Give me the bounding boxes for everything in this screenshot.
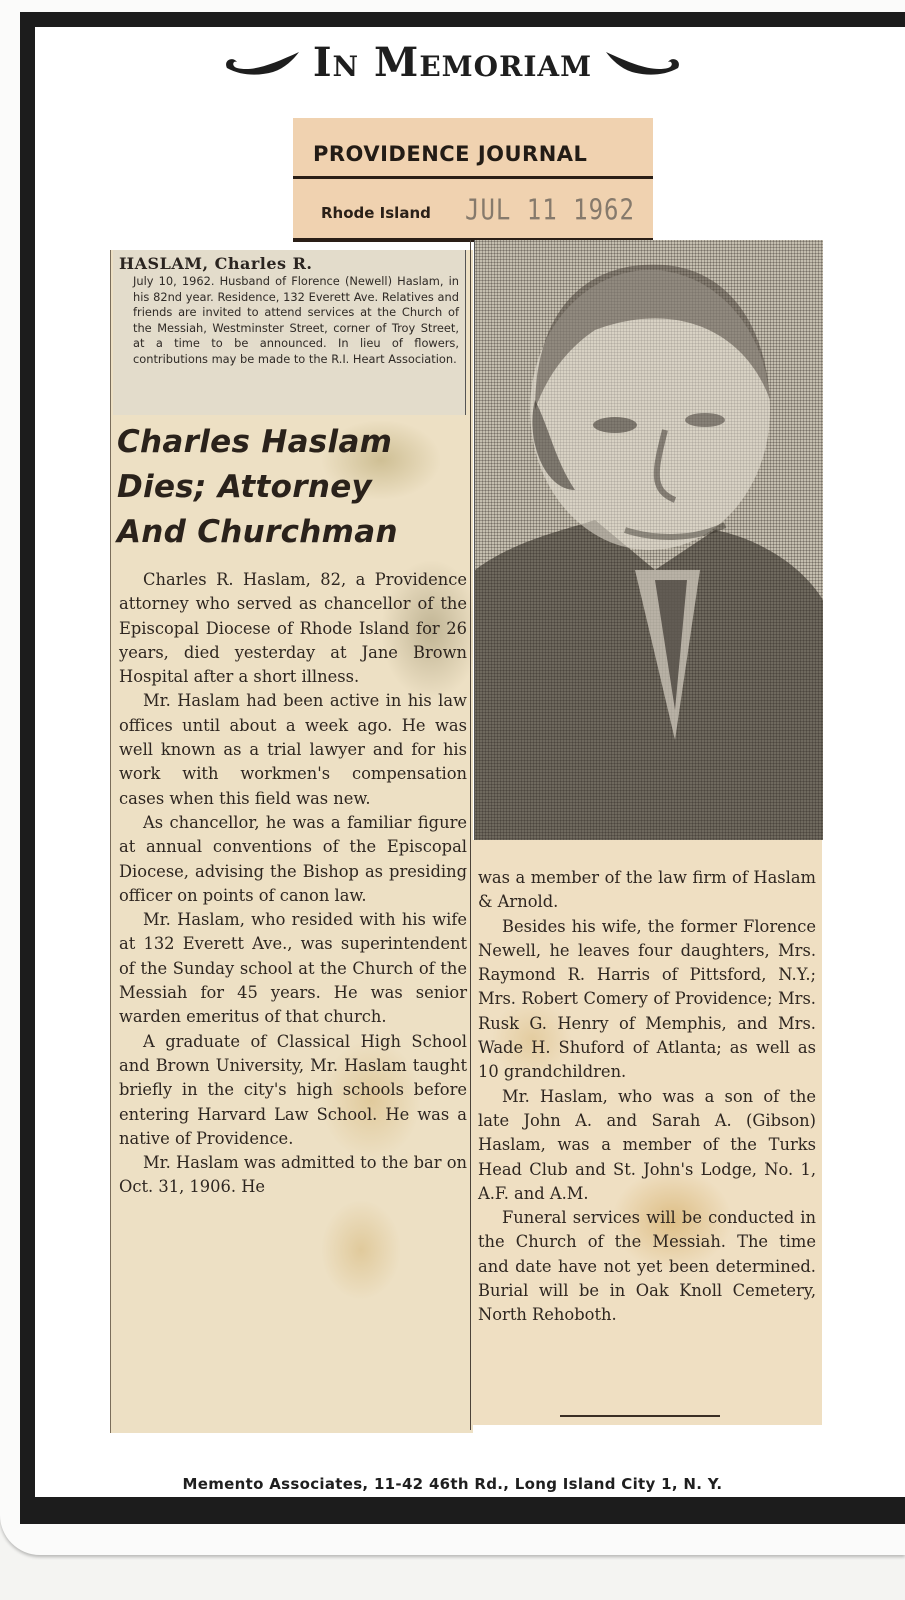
newspaper-state: Rhode Island (321, 204, 431, 222)
paragraph: Funeral services will be conducted in the Church of the Messiah. The time and date have not yet been determined. Burial will be in Oak Knoll Cemetery, North Rehoboth. (478, 1208, 816, 1325)
newspaper-name: PROVIDENCE JOURNAL (313, 142, 588, 166)
portrait-photo (474, 240, 823, 840)
headline-line: Charles Haslam (117, 424, 393, 460)
headline-line: Dies; Attorney (117, 469, 373, 505)
death-notice-heading: HASLAM, Charles R. (119, 254, 313, 273)
death-notice (113, 250, 466, 415)
clipping-right-column (472, 840, 822, 1425)
paragraph: Charles R. Haslam, 82, a Providence attorney who served as chancellor of the Episcopal Diocese of Rhode Island for 26 years, died yesterday at Jane Brown Hospital after a short illness. (119, 570, 467, 687)
paragraph: Besides his wife, the former Florence Newell, he leaves four daughters, Mrs. Raymond R. Harris of Pittsford, N.Y.; Mrs. Robert Comery of Providence; Mrs. Rusk G. Henry of Memphis, and Mrs. Wade H. Shuford of Atlanta; as well as 10 grandchildren. (478, 916, 816, 1082)
right-flourish-icon (602, 46, 682, 78)
article-end-rule (560, 1415, 720, 1417)
paragraph: Mr. Haslam, who resided with his wife at 132 Everett Ave., was superintendent of the Sunday school at the Church of the Messiah for 45 years. He was senior warden emeritus of that church. (119, 910, 467, 1027)
clipping-left-column (110, 250, 473, 1433)
article-body-right (478, 866, 816, 1328)
article-body-left (119, 568, 467, 1200)
card-title: In Memoriam (312, 38, 593, 86)
death-notice-body: July 10, 1962. Husband of Florence (Newell) Haslam, in his 82nd year. Residence, 132 Everett Ave. Relatives and friends are invited to attend services at the Church of the Messiah, Westminster Street, corner of Troy Street, at a time to be announced. In lieu of flowers, contributions may be made to the R.I. Heart Association. (133, 274, 459, 366)
paragraph: Mr. Haslam, who was a son of the late John A. and Sarah A. (Gibson) Haslam, was a member of the Turks Head Club and St. John's Lodge, No. 1, A.F. and A.M. (478, 1086, 816, 1203)
frame-bottom-border (20, 1497, 905, 1515)
masthead-rule (293, 176, 653, 179)
paragraph: As chancellor, he was a familiar figure at annual conventions of the Episcopal Diocese, advising the Bishop as presiding officer on points of canon law. (119, 812, 467, 905)
portrait-silhouette-icon (475, 240, 823, 840)
publisher-footer: Memento Associates, 11-42 46th Rd., Long Island City 1, N. Y. (182, 1475, 723, 1493)
paragraph: Mr. Haslam had been active in his law offices until about a week ago. He was well known as a trial lawyer and for his work with workmen's compensation cases when this field was new. (119, 691, 467, 808)
paragraph: was a member of the law firm of Haslam & Arnold. (478, 868, 816, 912)
left-flourish-icon (223, 46, 303, 78)
date-stamp: JUL 11 1962 (465, 193, 635, 227)
article-headline (117, 420, 469, 555)
paragraph: Mr. Haslam was admitted to the bar on Oct. 31, 1906. He (119, 1153, 467, 1197)
column-divider (470, 240, 471, 1430)
newspaper-masthead (293, 118, 653, 242)
headline-line: And Churchman (117, 514, 398, 550)
paragraph: A graduate of Classical High School and Brown University, Mr. Haslam taught briefly in the city's high schools before entering Harvard Law School. He was a native of Providence. (119, 1031, 467, 1148)
title-row (0, 34, 905, 90)
